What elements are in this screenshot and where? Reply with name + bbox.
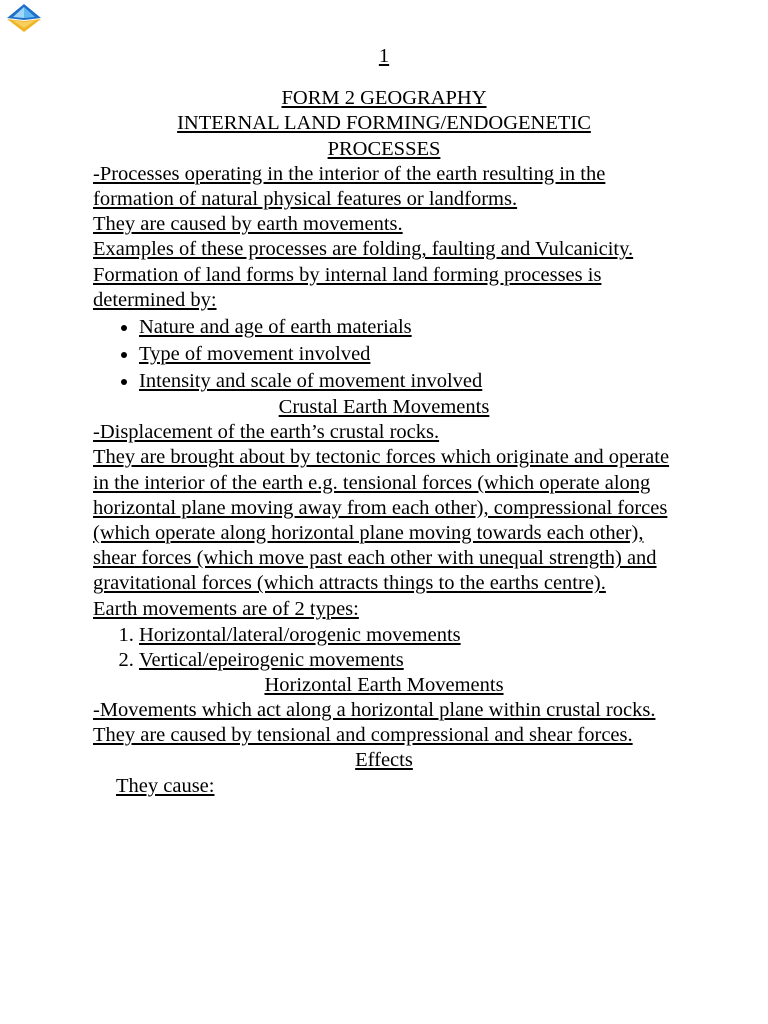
horizontal-heading: Horizontal Earth Movements — [264, 673, 504, 696]
crustal-types-intro: Earth movements are of 2 types: — [93, 597, 359, 620]
list-item: 1. Horizontal/lateral/orogenic movements — [139, 623, 675, 648]
document-subtitle-cont: PROCESSES — [327, 137, 441, 160]
crustal-forces: They are brought about by tectonic forces which originate and operate in the interior of the earth e.g. tensional forces (which operate along horizontal plane moving away from each other), compressional forces (which operate along horizontal plane moving towards each other), shear forces (which move past each other with unequal strength) and gravitational forces (which attracts things to the earths centre). — [93, 446, 670, 595]
effects-lead: They cause: — [116, 774, 215, 797]
movement-types-list — [93, 623, 675, 673]
determinants-list — [93, 314, 675, 395]
document-page — [93, 44, 675, 799]
list-item: • Nature and age of earth materials — [139, 314, 675, 341]
intro-examples: Examples of these processes are folding, faulting and Vulcanicity. — [93, 238, 634, 261]
horizontal-definition: -Movements which act along a horizontal plane within crustal rocks. — [93, 699, 656, 722]
crustal-definition: -Displacement of the earth’s crustal rocks. — [93, 421, 440, 444]
crustal-heading: Crustal Earth Movements — [278, 396, 490, 419]
document-title: FORM 2 GEOGRAPHY — [281, 87, 487, 110]
intro-definition: -Processes operating in the interior of the earth resulting in the formation of natural physical features or landforms. — [93, 162, 606, 211]
horizontal-cause: They are caused by tensional and compressional and shear forces. — [93, 724, 633, 747]
document-subtitle: INTERNAL LAND FORMING/ENDOGENETIC — [177, 112, 591, 135]
intro-determinants: Formation of land forms by internal land forming processes is determined by: — [93, 263, 602, 311]
list-item: • Intensity and scale of movement involved — [139, 368, 675, 395]
list-item: 2. Vertical/epeirogenic movements — [139, 648, 675, 673]
intro-cause: They are caused by earth movements. — [93, 213, 403, 236]
list-item: • Type of movement involved — [139, 341, 675, 368]
diamond-logo-icon — [4, 2, 44, 34]
page-number: 1 — [378, 45, 390, 67]
effects-heading: Effects — [355, 749, 413, 772]
